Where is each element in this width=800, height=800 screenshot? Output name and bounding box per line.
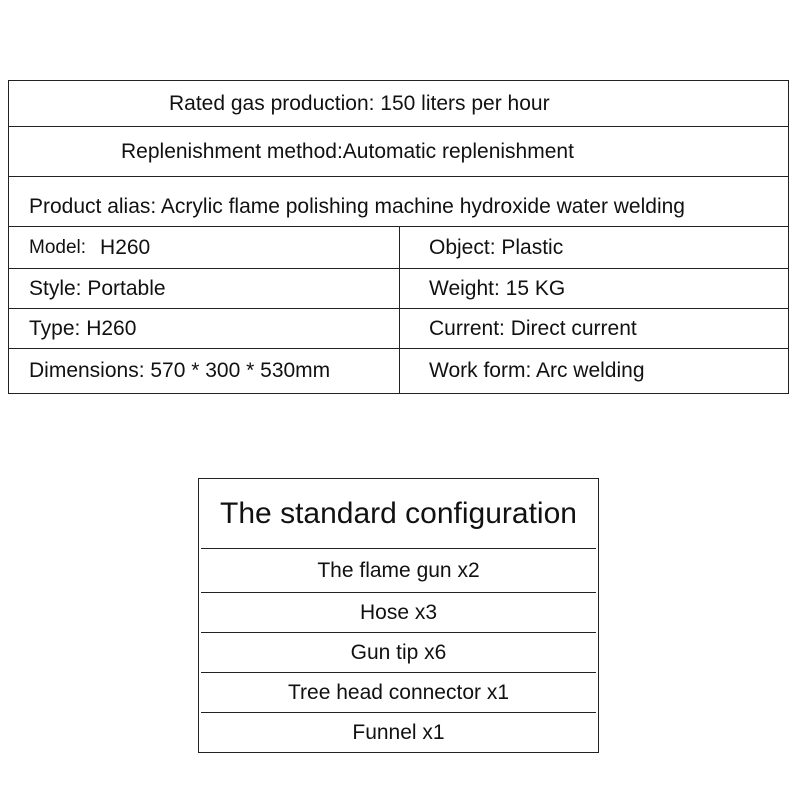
model-cell <box>29 227 150 268</box>
config-title: The standard configuration <box>220 497 577 530</box>
column-divider <box>399 227 400 393</box>
type-cell: Type: H260 <box>29 316 137 340</box>
work-form-cell: Work form: Arc welding <box>429 359 645 382</box>
spec-row-replenishment <box>9 127 788 177</box>
object-cell: Object: Plastic <box>429 235 564 259</box>
config-item-tree-head-connector: Tree head connector x1 <box>287 681 510 704</box>
model-value: H260 <box>100 235 151 259</box>
config-item-gun-tip: Gun tip x6 <box>350 641 447 664</box>
replenishment-text: Replenishment method:Automatic replenishment <box>121 139 574 163</box>
weight-cell: Weight: 15 KG <box>429 276 566 300</box>
spec-row-alias <box>9 177 788 227</box>
current-cell: Current: Direct current <box>429 316 637 340</box>
rated-gas-text: Rated gas production: 150 liters per hour <box>169 91 550 115</box>
alias-text: Product alias: Acrylic flame polishing machine hydroxide water welding <box>29 194 685 218</box>
specification-table <box>8 80 789 394</box>
config-divider <box>201 548 596 549</box>
dimensions-cell: Dimensions: 570 * 300 * 530mm <box>29 359 331 382</box>
model-label: Model: <box>29 236 87 258</box>
style-cell: Style: Portable <box>29 276 166 300</box>
standard-configuration-table <box>198 478 599 753</box>
spec-row-rated-gas <box>9 81 788 127</box>
config-item-funnel: Funnel x1 <box>352 721 445 744</box>
config-item-hose: Hose x3 <box>359 601 438 624</box>
config-item-flame-gun: The flame gun x2 <box>317 559 480 582</box>
